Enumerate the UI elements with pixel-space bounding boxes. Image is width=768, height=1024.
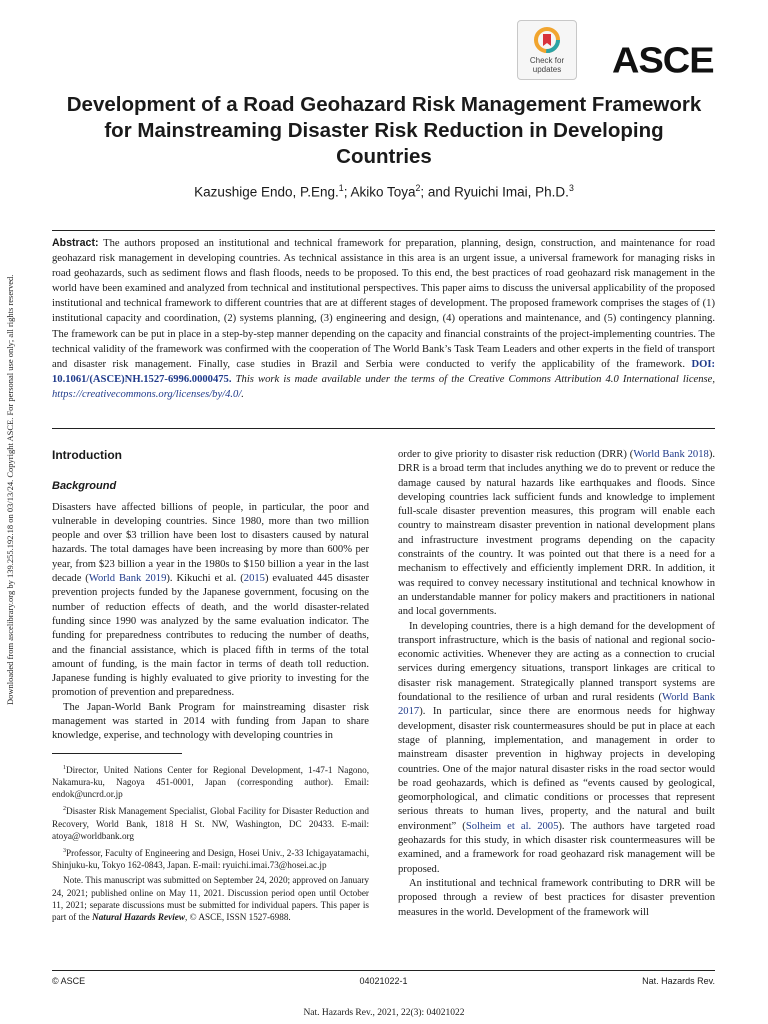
paragraph-1: Disasters have affected billions of people, in particular, the poor and vulnerable in developing countries. Since 1980, more than two million people and over $3 trillion have been lost to disasters caused by natural hazards. The total damages have been increasing by more than 600% per year, from $23 billion a year in the 1980s to $150 billion a year in the last decade (World Bank 2019). Kikuchi et al. (2015) evaluated 445 disaster prevention projects funded by the Japanese government, focusing on the number of reduction effects of death, and the world disaster-related funding since 1990 was analyzed by the same evaluation indicator. The funding for preparedness contributes to reducing the number of deaths, and the financial assistance, which is placed fifth in terms of the total amount of funding, is the main factor in terms of death toll reduction. Japanese funding is highly evaluated to give priority to investing for the promotion of prevention and preparedness.	[52, 501, 370, 699]
author-2-affil: 2	[415, 183, 421, 193]
badge-line2: updates	[532, 65, 562, 74]
license-link[interactable]: https://creativecommons.org/licenses/by/4.0/	[52, 388, 242, 400]
footnote-3: $^3$Professor, Faculty of Engineering and Design, Hosei Univ., 2-33 Ichigayatamachi, Shinjuku-ku, Tokyo 162-0843, Japan. E-mail: ryuichi.imai.73@hosei.ac.jp	[52, 847, 369, 871]
abstract-bottom-rule	[52, 428, 715, 429]
citation-kikuchi-2015[interactable]: 2015	[243, 573, 265, 585]
paragraph-5: An institutional and technical framework contributing to DRR will be proposed through a review of best practices for disaster prevention measures in the world. Development of the framework will	[398, 877, 715, 918]
license-end: .	[241, 388, 244, 400]
author-list	[60, 183, 708, 200]
footer-journal: Nat. Hazards Rev.	[642, 976, 715, 986]
asce-logo: ASCE	[612, 41, 714, 81]
right-column	[398, 448, 715, 920]
citation-world-bank-2017[interactable]: World Bank 2017	[398, 692, 715, 718]
abstract	[52, 236, 715, 402]
journal-name: Natural Hazards Review	[92, 912, 185, 923]
submission-note: Note. This manuscript was submitted on September 24, 2020; approved on January 24, 2021; published online on May 11, 2021. Discussion period open until October 11, 2021; separate discussions must be submitted for individual papers. This paper is part of the Natural Hazards Review, © ASCE, ISSN 1527-6988.	[52, 875, 369, 923]
check-for-updates-badge[interactable]	[517, 20, 577, 80]
author-1-affil: 1	[338, 183, 344, 193]
citation-line: Nat. Hazards Rev., 2021, 22(3): 04021022	[303, 1008, 465, 1018]
citation-world-bank-2018[interactable]: World Bank 2018	[633, 449, 709, 460]
author-3: ; and Ryuichi Imai, Ph.D.	[420, 184, 569, 200]
citation-world-bank-2019[interactable]: World Bank 2019	[88, 573, 167, 585]
footnote-1: $^1$Director, United Nations Center for Regional Development, 1-47-1 Nagono, Nakamura-ku, Nagoya 451-0001, Japan (corresponding author). Email: endok@uncrd.or.jp	[52, 764, 369, 800]
doi-label: DOI:	[691, 358, 715, 370]
footnote-2: $^2$Disaster Risk Management Specialist, Global Facility for Disaster Reduction and Recovery, World Bank, 1818 H St. NW, Washington, DC 20433. E-mail: atoya@worldbank.org	[52, 806, 369, 841]
citation-solheim-2005[interactable]: Solheim et al. 2005	[465, 820, 559, 832]
paper-title: Development of a Road Geohazard Risk Management Framework for Mainstreaming Disaster Risk Reduction in Developing Countries	[66, 93, 702, 168]
left-column	[52, 448, 369, 926]
paragraph-3: order to give priority to disaster risk reduction (DRR) (World Bank 2018). DRR is a broad term that includes anything we do to prevent or reduce the damage caused by natural hazards like earthquakes and floods. Since developing countries lack sufficient funds and knowledge to implement full-scale disaster prevention measures, this program will enable each country to mainstream disaster prevention in national development plans and infrastructure investment programs depending on the capacity constraints of the country. It was pointed out that there is a need for a mechanism to effectively and efficiently implement DRR. In addition, it was required to convey necessary institutional and technical knowhow in an understandable manner for policy makers and practitioners in national and local governments.	[398, 449, 716, 618]
author-2: ; Akiko Toya	[343, 184, 416, 200]
heading-introduction: Introduction	[52, 448, 122, 462]
abstract-label: Abstract:	[52, 237, 99, 249]
footer-copyright: © ASCE	[52, 976, 86, 986]
badge-line1: Check for	[529, 56, 565, 65]
license-text: This work is made available under the terms of the Creative Commons Attribution 4.0 International license,	[235, 373, 715, 385]
abstract-top-rule	[52, 230, 715, 231]
footer-article-number: 04021022-1	[359, 976, 408, 986]
footer-rule	[52, 970, 715, 971]
author-1: Kazushige Endo, P.Eng.	[194, 184, 339, 200]
download-notice: Downloaded from ascelibrary.org by 139.255.192.18 on 03/13/24. Copyright ASCE. For personal use only; all rights reserved.	[5, 274, 15, 705]
doi-link[interactable]: 10.1061/(ASCE)NH.1527-6996.0000475.	[52, 373, 232, 385]
paragraph-2: The Japan-World Bank Program for mainstreaming disaster risk management was started in 2014 with funding from Japan to share knowledge, experise, and technology with developing countries in	[52, 701, 369, 742]
footnotes	[52, 762, 369, 924]
paragraph-4: In developing countries, there is a high demand for the development of transport infrastructure, which is the basis of national and regional socio-economic activities. Whenever they are acting as a connection to crucial services during emergency situations, transport linkages are critical to disaster risk management. Strategically planned transport systems are foundational to the resilience of urban and rural residents (World Bank 2017). In particular, since there are enormous needs for highway development, disaster risk countermeasures should be put in place at each stage of planning, implementation, and management in order to mainstream disaster prevention in highway projects in developing countries. One of the major natural disaster risks in the road sector would be road geohazards, which is defined as “events caused by geological, geomorphological, and climatic conditions or processes that represent serious threats to human lives, property, and the natural and built environment” (Solheim et al. 2005). The authors have targeted road geohazards for this study, in which disaster risk countermeasures will be examined, and a framework for road geohazard risk management will be proposed.	[398, 620, 716, 875]
check-for-updates-icon	[533, 26, 561, 54]
heading-background: Background	[52, 480, 117, 493]
abstract-body: The authors proposed an institutional and technical framework for preparation, planning, design, construction, and maintenance for road geohazard risk management in developing countries. As technical assistance in this area is an urgent issue, a universal framework for managing risks in road geohazards, such as sediment flows and flash floods, needs to be proposed. To this end, the best practices of road geohazard risk management in the world have been examined and analyzed from technical and institutional perspectives. This paper aims to discuss the universal applicability of the proposed institutional and technical framework to different countries that are at different stages of development. The proposed framework comprises the stages of (1) institutional capacity and coordination, (2) systems planning, (3) engineering and design, (4) operations and maintenance, and (5) contingency planning. The framework can be put in place in a step-by-step manner depending on the capacity and financial constraints of the project-implementing countries. The technical validity of the framework was confirmed with the cooperation of The World Bank’s Task Team Leaders and other experts in the field of transport and disaster risk management. Finally, case studies in Brazil and Serbia were conducted to verify the applicability of the framework.	[52, 238, 715, 370]
footnote-rule	[52, 753, 182, 754]
author-3-affil: 3	[568, 183, 574, 193]
